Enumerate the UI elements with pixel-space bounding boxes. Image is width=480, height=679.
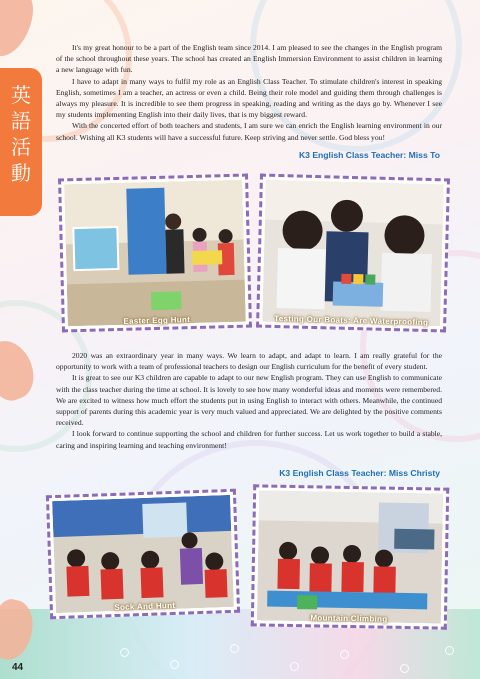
photo-testing-boats [256, 174, 450, 333]
photo-image [52, 495, 234, 613]
photo-image [64, 180, 246, 327]
article-miss-to [56, 42, 442, 143]
photo-image [262, 180, 444, 327]
photo-image [257, 490, 443, 623]
photo-caption: Sock And Hunt [114, 600, 176, 613]
paragraph: I have to adapt in many ways to fulfil my role as an English Class Teacher. To stimulate children's interest in speaking English, sometimes I am a teacher, an actress or even a child. Being their role model and guiding them through challenges is always my pleasure. It is incredible to see them progress in speaking, reading and writing as the days go by. Whenever I see my students implementing English into their daily lives, that is my biggest reward. [56, 76, 442, 120]
photo-easter-egg-hunt [58, 174, 252, 333]
paragraph: It is great to see our K3 children are capable to adapt to our new English program. They can use English to communicate with the class teacher during the time at school. It is lovely to see how many wonderful ideas and moments were remembered. We are excited to witness how much effort the students put in using English to interact with others. Meanwhile, the continued support of parents during this academic year is very much valued and appreciated. We are delighted by the positive comments received. [56, 373, 442, 428]
photo-caption: Testing Our Boats: Are Waterproofing [274, 313, 429, 327]
paragraph: 2020 was an extraordinary year in many ways. We learn to adapt, and adapt to learn. I am really grateful for the opportunity to work with a team of professional teachers to design our English curriculum for the benefit of every student. [56, 351, 442, 372]
article-miss-christy [56, 350, 442, 451]
page-number: 44 [12, 662, 24, 673]
photo-mountain-climbing [251, 484, 449, 629]
signature-miss-to: K3 English Class Teacher: Miss To [298, 150, 440, 160]
signature-miss-christy: K3 English Class Teacher: Miss Christy [279, 468, 440, 478]
photo-sock-and-hunt [46, 489, 240, 620]
photo-caption: Mountain Climbing [310, 613, 388, 624]
section-tab [0, 68, 42, 216]
paragraph: I look forward to continue supporting the school and children for further success. Let us work together to build a stable, caring and inspiring learning and teaching environment! [56, 429, 442, 450]
photo-caption: Easter Egg Hunt [123, 315, 191, 326]
paragraph: It's my great honour to be a part of the English team since 2014. I am pleased to see the changes in the English program of the school throughout these years. The school has created an English Immersion Environment to assist children in learning a new language with fun. [56, 43, 442, 75]
section-title: 英 語 活 動 [11, 83, 31, 185]
paragraph: With the concerted effort of both teachers and students, I am sure we can enrich the English learning environment in our school. Wishing all K3 students will have a successful future. Keep striving and never settle. God bless you! [56, 121, 442, 142]
